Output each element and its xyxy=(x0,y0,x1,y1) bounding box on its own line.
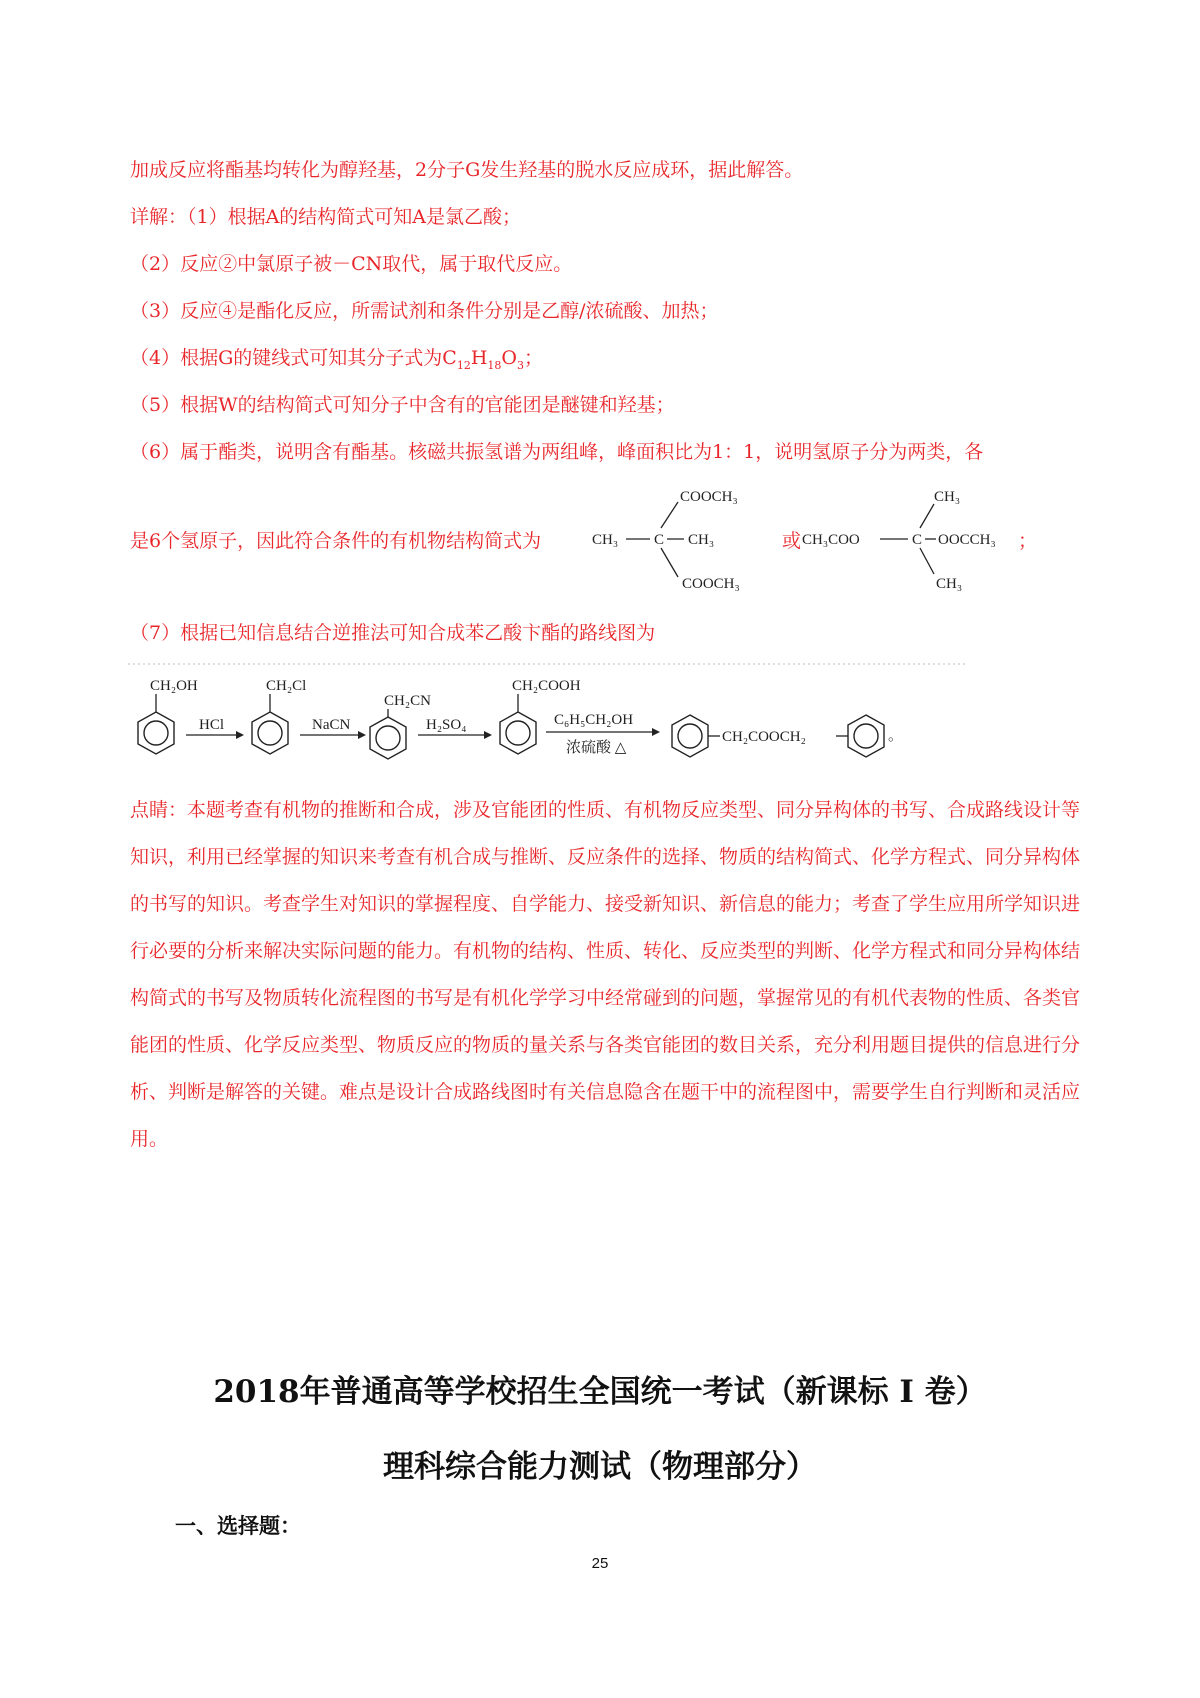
structure-2-right: OOCCH₃ xyxy=(938,532,996,548)
svg-text:CH₂CN: CH₂CN xyxy=(384,693,431,709)
svg-text:浓硫酸 △: 浓硫酸 △ xyxy=(566,740,627,756)
answer-step-6a: （6）属于酯类，说明含有酯基。核磁共振氢谱为两组峰，峰面积比为1：1，说明氢原子分为两类，各 xyxy=(130,441,984,463)
answer-intro: 加成反应将酯基均转化为醇羟基，2分子G发生羟基的脱水反应成环，据此解答。 xyxy=(130,159,804,181)
answer-step-1: 详解：（1）根据A的结构简式可知A是氯乙酸； xyxy=(130,206,522,228)
svg-text:CH₂COOCH₂: CH₂COOCH₂ xyxy=(722,729,806,745)
answer-step-2: （2）反应②中氯原子被－CN取代，属于取代反应。 xyxy=(130,253,573,275)
svg-text:CH₂OH: CH₂OH xyxy=(150,678,198,694)
svg-text:NaCN: NaCN xyxy=(312,717,351,733)
svg-text:H₂SO₄: H₂SO₄ xyxy=(426,717,467,733)
answer-step-4 xyxy=(130,345,543,379)
arrow-esterification xyxy=(546,712,660,756)
svg-text:C₆H₅CH₂OH: C₆H₅CH₂OH xyxy=(554,712,634,728)
exam-subtitle: 理科综合能力测试（物理部分） xyxy=(383,1449,817,1485)
svg-text:CH₂COOH: CH₂COOH xyxy=(512,678,581,694)
benzyl-chloride xyxy=(252,678,306,754)
semicolon: ； xyxy=(1018,530,1038,552)
commentary xyxy=(130,787,1085,1163)
svg-text:CH₂Cl: CH₂Cl xyxy=(266,678,307,694)
arrow-h2so4 xyxy=(418,717,492,739)
svg-text:HCl: HCl xyxy=(199,717,225,733)
arrow-nacn xyxy=(300,717,366,739)
synthesis-route xyxy=(126,662,1056,774)
isomer-structure-2 xyxy=(802,482,1027,597)
structure-1-right: CH₃ xyxy=(688,532,715,548)
answer-step-3: （3）反应④是酯化反应，所需试剂和条件分别是乙醇/浓硫酸、加热； xyxy=(130,300,719,322)
structure-1-left: CH₃ xyxy=(592,532,619,548)
molecular-formula: $C_{12}H_{18}O_3$； xyxy=(442,347,543,372)
answer-step-6b: 是6个氢原子，因此符合条件的有机物结构简式为 xyxy=(130,530,542,552)
answer-step-4-text: （4）根据G的键线式可知其分子式为 xyxy=(130,347,443,369)
answer-step-7: （7）根据已知信息结合逆推法可知合成苯乙酸卞酯的路线图为 xyxy=(130,622,656,644)
answer-step-5: （5）根据W的结构简式可知分子中含有的官能团是醚键和羟基； xyxy=(130,394,675,416)
exam-title: 2018年普通高等学校招生全国统一考试（新课标 I 卷） xyxy=(213,1374,987,1410)
structure-1-center: C xyxy=(654,532,665,548)
benzyl-phenylacetate xyxy=(672,715,903,757)
structure-1-bottom: COOCH₃ xyxy=(682,576,740,592)
structure-1-top: COOCH₃ xyxy=(680,489,738,505)
svg-text:。: 。 xyxy=(888,728,904,744)
arrow-hcl xyxy=(186,717,244,739)
commentary-text: 点睛：本题考查有机物的推断和合成，涉及官能团的性质、有机物反应类型、同分异构体的书写、合成路线设计等知识，利用已经掌握的知识来考查有机合成与推断、反应条件的选择、物质的结构简式、化学方程式、同分异构体的书写的知识。考查学生对知识的掌握程度、自学能力、接受新知识、新信息的能力；考查了学生应用所学知识进行必要的分析来解决实际问题的能力。有机物的结构、性质、转化、反应类型的判断、化学方程式和同分异构体结构简式的书写及物质转化流程图的书写是有机化学学习中经常碰到的问题，掌握常见的有机代表物的性质、各类官能团的性质、化学反应类型、物质反应的物质的量关系与各类官能团的数目关系，充分利用题目提供的信息进行分析、判断是解答的关键。难点是设计合成路线图时有关信息隐含在题干中的流程图中，需要学生自行判断和灵活应用。 xyxy=(130,799,1081,1150)
page-number: 25 xyxy=(591,1555,609,1572)
section-heading: 一、选择题： xyxy=(175,1513,301,1538)
benzyl-cyanide xyxy=(370,693,431,759)
structure-2-left: CH₃COO xyxy=(802,532,860,548)
structure-2-center: C xyxy=(912,532,923,548)
benzyl-alcohol xyxy=(138,678,198,754)
or-text: 或 xyxy=(782,530,802,552)
structure-2-bottom: CH₃ xyxy=(936,576,963,592)
structure-2-top: CH₃ xyxy=(934,489,961,505)
isomer-structure-1 xyxy=(592,482,782,597)
